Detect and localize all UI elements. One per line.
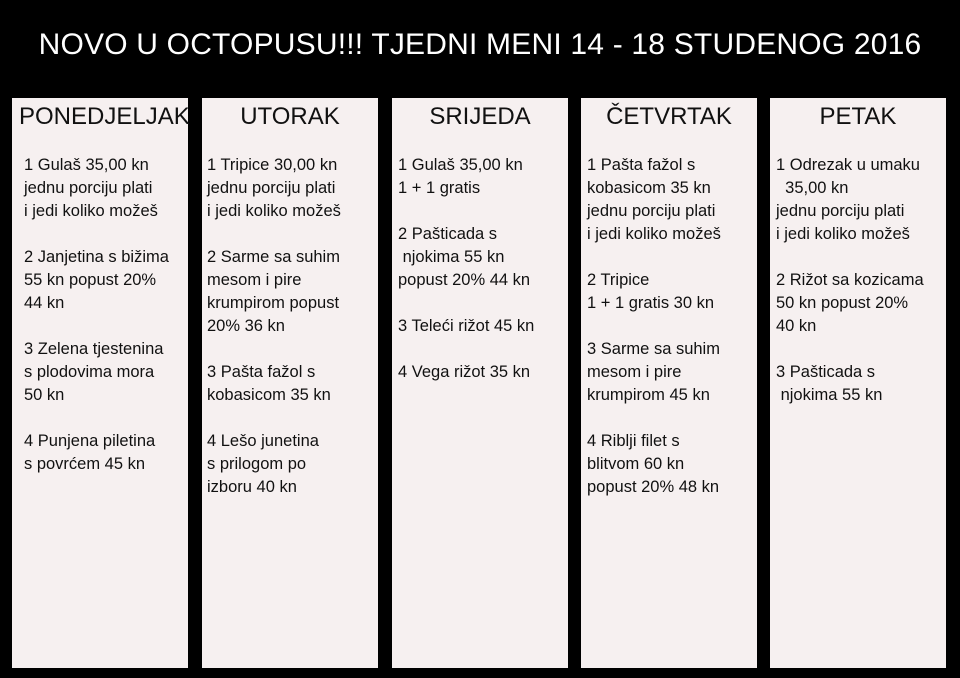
- menu-item-line: 4 Lešo junetina: [207, 432, 319, 450]
- menu-item-line: 3 Teleći rižot 45 kn: [398, 317, 535, 335]
- menu-item-line: jednu porciju plati: [776, 202, 905, 220]
- menu-item-line: 3 Pašta fažol s: [207, 363, 316, 381]
- menu-item-line: blitvom 60 kn: [587, 455, 685, 473]
- menu-item-line: 1 + 1 gratis 30 kn: [587, 294, 715, 312]
- menu-item-line: i jedi koliko možeš: [776, 225, 910, 243]
- menu-item-line: i jedi koliko možeš: [207, 202, 341, 220]
- menu-item: [398, 154, 534, 200]
- day-heading: SRIJEDA: [429, 103, 531, 130]
- menu-item-line: 1 Gulaš 35,00 kn: [24, 156, 149, 174]
- day-heading: ČETVRTAK: [606, 103, 732, 130]
- day-column-cetvrtak: [581, 98, 757, 668]
- menu-item: [398, 315, 534, 338]
- menu-item-line: 50 kn popust 20%: [776, 294, 909, 312]
- menu-item-line: popust 20% 48 kn: [587, 478, 720, 496]
- menu-item-line: 2 Pašticada s: [398, 225, 498, 243]
- menu-item-line: 2 Janjetina s bižima: [24, 248, 169, 266]
- day-column-petak: [770, 98, 946, 668]
- menu-item-line: jednu porciju plati: [207, 179, 336, 197]
- menu-item-line: njokima 55 kn: [398, 248, 505, 266]
- menu-item-line: i jedi koliko možeš: [587, 225, 721, 243]
- menu-item-line: krumpirom popust: [207, 294, 340, 312]
- day-column-srijeda: [392, 98, 568, 668]
- day-heading: PETAK: [819, 103, 897, 130]
- day-heading: PONEDJELJAK: [19, 103, 190, 130]
- menu-item-line: 35,00 kn: [776, 179, 849, 197]
- menu-item-line: 20% 36 kn: [207, 317, 285, 335]
- menu-item: [587, 269, 721, 315]
- day-column-utorak: [202, 98, 378, 668]
- menu-item-line: jednu porciju plati: [587, 202, 716, 220]
- menu-item-line: 1 Odrezak u umaku: [776, 156, 920, 174]
- menu-item: [24, 430, 169, 476]
- menu-item-line: 1 Tripice 30,00 kn: [207, 156, 338, 174]
- menu-item-line: 2 Tripice: [587, 271, 650, 289]
- menu-item-line: 40 kn: [776, 317, 817, 335]
- menu-item: [207, 246, 341, 338]
- menu-item-line: 4 Punjena piletina: [24, 432, 156, 450]
- menu-item-line: 3 Sarme sa suhim: [587, 340, 720, 358]
- menu-item-line: 2 Rižot sa kozicama: [776, 271, 924, 289]
- menu-item-line: s plodovima mora: [24, 363, 155, 381]
- menu-item-line: kobasicom 35 kn: [207, 386, 331, 404]
- menu-item-line: 50 kn: [24, 386, 65, 404]
- menu-item: [398, 223, 534, 292]
- menu-item: [587, 154, 721, 246]
- menu-item-line: jednu porciju plati: [24, 179, 153, 197]
- menu-item-line: 2 Sarme sa suhim: [207, 248, 340, 266]
- menu-item-line: 44 kn: [24, 294, 65, 312]
- menu-item-line: izboru 40 kn: [207, 478, 297, 496]
- menu-item-line: i jedi koliko možeš: [24, 202, 158, 220]
- menu-item-line: 4 Riblji filet s: [587, 432, 680, 450]
- menu-item-line: 1 Gulaš 35,00 kn: [398, 156, 523, 174]
- menu-item-line: s povrćem 45 kn: [24, 455, 146, 473]
- menu-item-line: 3 Pašticada s: [776, 363, 876, 381]
- menu-item: [24, 246, 169, 315]
- menu-item-line: njokima 55 kn: [776, 386, 883, 404]
- menu-item-line: kobasicom 35 kn: [587, 179, 711, 197]
- menu-item: [587, 338, 721, 407]
- menu-item-line: mesom i pire: [207, 271, 302, 289]
- menu-item: [776, 269, 924, 338]
- menu-item-line: 55 kn popust 20%: [24, 271, 157, 289]
- menu-item: [24, 338, 169, 407]
- menu-item-line: 1 Pašta fažol s: [587, 156, 696, 174]
- day-column-ponedjeljak: [12, 98, 188, 668]
- menu-item: [587, 430, 721, 499]
- menu-item-line: 4 Vega rižot 35 kn: [398, 363, 531, 381]
- menu-item: [776, 154, 924, 246]
- menu-item: [207, 430, 341, 499]
- menu-item-line: mesom i pire: [587, 363, 682, 381]
- menu-item-line: 1 + 1 gratis: [398, 179, 481, 197]
- menu-title: NOVO U OCTOPUSU!!! TJEDNI MENI 14 - 18 STUDENOG 2016: [38, 28, 922, 61]
- menu-item: [776, 361, 924, 407]
- menu-item: [207, 154, 341, 223]
- menu-item-line: popust 20% 44 kn: [398, 271, 531, 289]
- menu-item: [24, 154, 169, 223]
- menu-item: [207, 361, 341, 407]
- menu-item: [398, 361, 534, 384]
- menu-item-line: 3 Zelena tjestenina: [24, 340, 164, 358]
- menu-item-line: krumpirom 45 kn: [587, 386, 710, 404]
- day-heading: UTORAK: [240, 103, 340, 130]
- menu-item-line: s prilogom po: [207, 455, 307, 473]
